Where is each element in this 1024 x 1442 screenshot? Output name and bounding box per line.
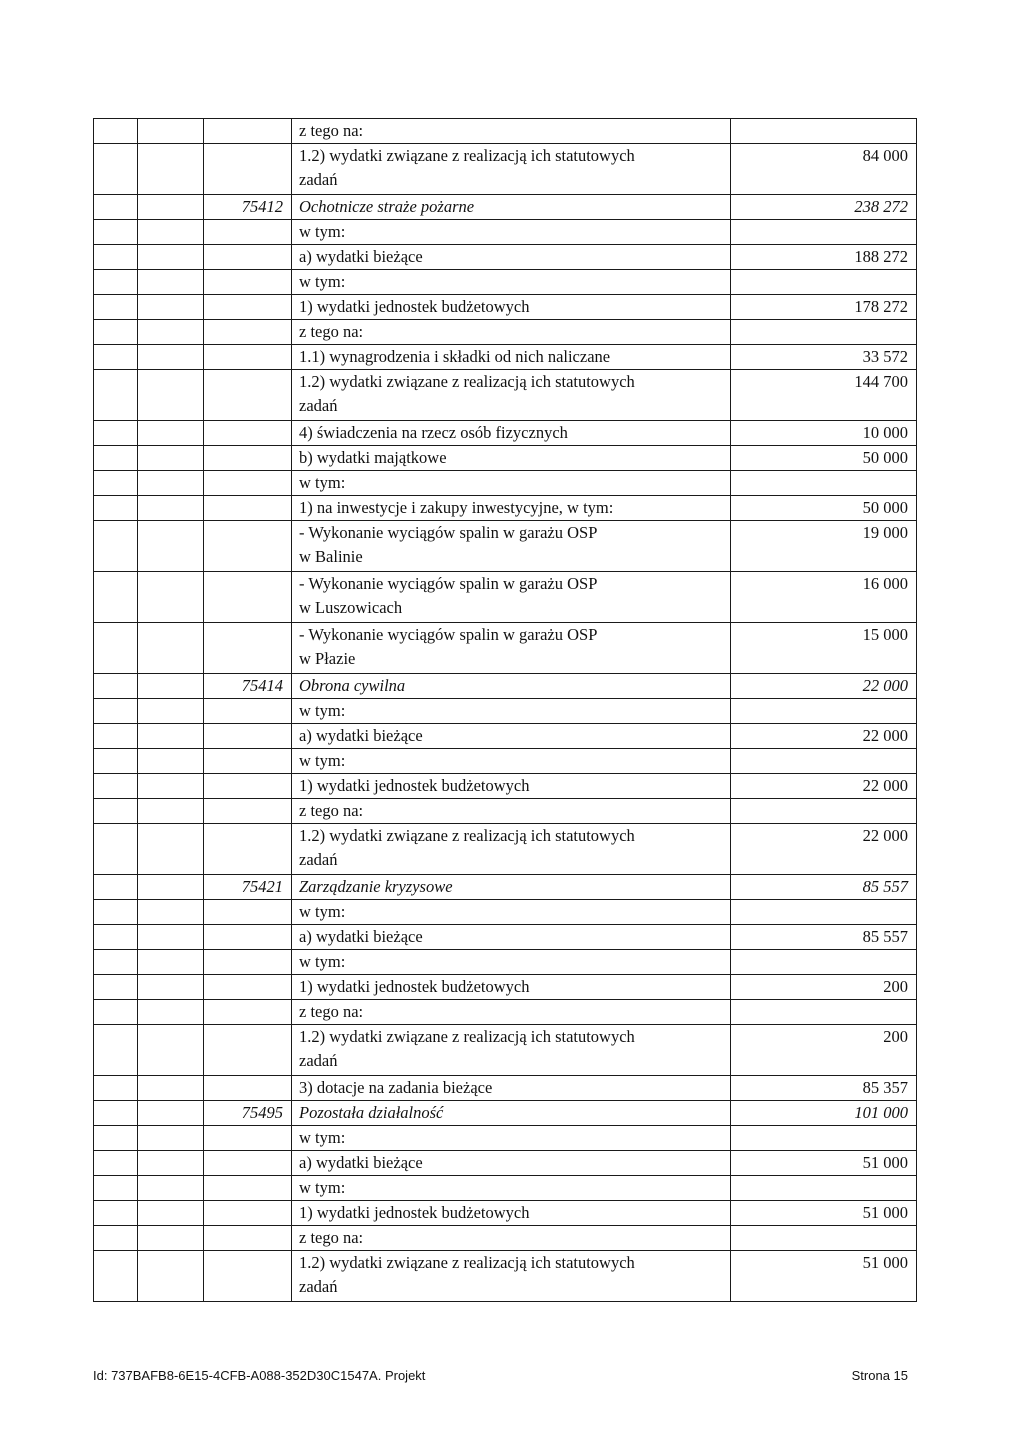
chapter-cell bbox=[94, 1151, 138, 1176]
chapter-cell bbox=[94, 799, 138, 824]
section-code-cell bbox=[204, 1201, 292, 1226]
chapter-cell bbox=[94, 144, 138, 195]
amount-cell: 85 557 bbox=[731, 875, 917, 900]
division-cell bbox=[138, 446, 204, 471]
amount-cell bbox=[731, 799, 917, 824]
section-code-cell bbox=[204, 1176, 292, 1201]
section-code-cell bbox=[204, 220, 292, 245]
table-row bbox=[94, 900, 917, 925]
division-cell bbox=[138, 623, 204, 674]
amount-cell: 19 000 bbox=[731, 521, 917, 572]
description-cell: a) wydatki bieżące bbox=[292, 724, 731, 749]
chapter-cell bbox=[94, 724, 138, 749]
description-cell: - Wykonanie wyciągów spalin w garażu OSP w Balinie bbox=[292, 521, 731, 572]
section-code-cell bbox=[204, 270, 292, 295]
table-row bbox=[94, 295, 917, 320]
chapter-cell bbox=[94, 195, 138, 220]
amount-cell: 51 000 bbox=[731, 1201, 917, 1226]
section-code-cell bbox=[204, 421, 292, 446]
chapter-cell bbox=[94, 1126, 138, 1151]
description-cell: b) wydatki majątkowe bbox=[292, 446, 731, 471]
description-cell: a) wydatki bieżące bbox=[292, 925, 731, 950]
section-code-cell bbox=[204, 724, 292, 749]
chapter-cell bbox=[94, 1201, 138, 1226]
description-cell: 1) na inwestycje i zakupy inwestycyjne, w tym: bbox=[292, 496, 731, 521]
section-code-cell bbox=[204, 699, 292, 724]
amount-cell bbox=[731, 950, 917, 975]
division-cell bbox=[138, 1151, 204, 1176]
table-row bbox=[94, 950, 917, 975]
chapter-cell bbox=[94, 674, 138, 699]
description-cell: Ochotnicze straże pożarne bbox=[292, 195, 731, 220]
section-code-cell bbox=[204, 975, 292, 1000]
chapter-cell bbox=[94, 1226, 138, 1251]
section-code-cell bbox=[204, 799, 292, 824]
table-row bbox=[94, 496, 917, 521]
amount-cell: 10 000 bbox=[731, 421, 917, 446]
division-cell bbox=[138, 1226, 204, 1251]
division-cell bbox=[138, 345, 204, 370]
division-cell bbox=[138, 421, 204, 446]
description-cell: w tym: bbox=[292, 1126, 731, 1151]
description-cell: Zarządzanie kryzysowe bbox=[292, 875, 731, 900]
chapter-cell bbox=[94, 1025, 138, 1076]
chapter-cell bbox=[94, 1000, 138, 1025]
chapter-cell bbox=[94, 320, 138, 345]
amount-cell: 200 bbox=[731, 1025, 917, 1076]
description-cell: w tym: bbox=[292, 749, 731, 774]
chapter-cell bbox=[94, 421, 138, 446]
table-row bbox=[94, 774, 917, 799]
amount-cell bbox=[731, 699, 917, 724]
division-cell bbox=[138, 1025, 204, 1076]
section-code-cell bbox=[204, 1025, 292, 1076]
amount-cell bbox=[731, 1000, 917, 1025]
section-code-cell: 75421 bbox=[204, 875, 292, 900]
amount-cell: 15 000 bbox=[731, 623, 917, 674]
description-cell: 1) wydatki jednostek budżetowych bbox=[292, 975, 731, 1000]
division-cell bbox=[138, 370, 204, 421]
section-code-cell bbox=[204, 370, 292, 421]
description-cell: 1.2) wydatki związane z realizacją ich statutowych zadań bbox=[292, 144, 731, 195]
amount-cell bbox=[731, 119, 917, 144]
amount-cell: 144 700 bbox=[731, 370, 917, 421]
section-code-cell bbox=[204, 144, 292, 195]
division-cell bbox=[138, 320, 204, 345]
amount-cell: 16 000 bbox=[731, 572, 917, 623]
amount-cell: 22 000 bbox=[731, 724, 917, 749]
table-row bbox=[94, 1000, 917, 1025]
chapter-cell bbox=[94, 1176, 138, 1201]
description-cell: 1) wydatki jednostek budżetowych bbox=[292, 1201, 731, 1226]
table-row bbox=[94, 1076, 917, 1101]
amount-cell: 238 272 bbox=[731, 195, 917, 220]
description-cell: w tym: bbox=[292, 471, 731, 496]
section-code-cell bbox=[204, 521, 292, 572]
table-row bbox=[94, 521, 917, 572]
division-cell bbox=[138, 572, 204, 623]
section-row bbox=[94, 195, 917, 220]
division-cell bbox=[138, 724, 204, 749]
description-cell: 1.2) wydatki związane z realizacją ich statutowych zadań bbox=[292, 1025, 731, 1076]
table-row bbox=[94, 623, 917, 674]
amount-cell bbox=[731, 320, 917, 345]
description-cell: - Wykonanie wyciągów spalin w garażu OSP w Luszowicach bbox=[292, 572, 731, 623]
table-row bbox=[94, 1151, 917, 1176]
description-cell: Obrona cywilna bbox=[292, 674, 731, 699]
table-row bbox=[94, 925, 917, 950]
chapter-cell bbox=[94, 370, 138, 421]
section-row bbox=[94, 1101, 917, 1126]
chapter-cell bbox=[94, 220, 138, 245]
chapter-cell bbox=[94, 446, 138, 471]
description-cell: w tym: bbox=[292, 699, 731, 724]
division-cell bbox=[138, 119, 204, 144]
section-code-cell bbox=[204, 295, 292, 320]
amount-cell bbox=[731, 471, 917, 496]
description-cell: 1.2) wydatki związane z realizacją ich statutowych zadań bbox=[292, 824, 731, 875]
division-cell bbox=[138, 1251, 204, 1302]
description-cell: 4) świadczenia na rzecz osób fizycznych bbox=[292, 421, 731, 446]
chapter-cell bbox=[94, 900, 138, 925]
chapter-cell bbox=[94, 1251, 138, 1302]
section-row bbox=[94, 674, 917, 699]
table-row bbox=[94, 370, 917, 421]
chapter-cell bbox=[94, 623, 138, 674]
description-cell: - Wykonanie wyciągów spalin w garażu OSP w Płazie bbox=[292, 623, 731, 674]
table-row bbox=[94, 724, 917, 749]
division-cell bbox=[138, 270, 204, 295]
division-cell bbox=[138, 521, 204, 572]
chapter-cell bbox=[94, 496, 138, 521]
table-row bbox=[94, 749, 917, 774]
section-code-cell bbox=[204, 623, 292, 674]
amount-cell: 200 bbox=[731, 975, 917, 1000]
division-cell bbox=[138, 220, 204, 245]
division-cell bbox=[138, 1076, 204, 1101]
division-cell bbox=[138, 699, 204, 724]
table-row bbox=[94, 345, 917, 370]
division-cell bbox=[138, 496, 204, 521]
section-code-cell bbox=[204, 446, 292, 471]
amount-cell bbox=[731, 270, 917, 295]
chapter-cell bbox=[94, 245, 138, 270]
division-cell bbox=[138, 1126, 204, 1151]
division-cell bbox=[138, 799, 204, 824]
division-cell bbox=[138, 674, 204, 699]
section-code-cell bbox=[204, 119, 292, 144]
section-code-cell bbox=[204, 345, 292, 370]
budget-table-body bbox=[94, 119, 917, 1302]
table-row bbox=[94, 320, 917, 345]
division-cell bbox=[138, 824, 204, 875]
budget-table bbox=[93, 118, 917, 1302]
chapter-cell bbox=[94, 950, 138, 975]
amount-cell bbox=[731, 220, 917, 245]
chapter-cell bbox=[94, 925, 138, 950]
amount-cell bbox=[731, 1126, 917, 1151]
section-code-cell bbox=[204, 774, 292, 799]
chapter-cell bbox=[94, 975, 138, 1000]
amount-cell: 178 272 bbox=[731, 295, 917, 320]
division-cell bbox=[138, 1201, 204, 1226]
chapter-cell bbox=[94, 295, 138, 320]
description-cell: 1.2) wydatki związane z realizacją ich statutowych zadań bbox=[292, 1251, 731, 1302]
section-code-cell bbox=[204, 1226, 292, 1251]
division-cell bbox=[138, 875, 204, 900]
section-code-cell: 75495 bbox=[204, 1101, 292, 1126]
division-cell bbox=[138, 1000, 204, 1025]
description-cell: w tym: bbox=[292, 950, 731, 975]
description-cell: 1) wydatki jednostek budżetowych bbox=[292, 295, 731, 320]
table-row bbox=[94, 572, 917, 623]
description-cell: 1) wydatki jednostek budżetowych bbox=[292, 774, 731, 799]
chapter-cell bbox=[94, 1101, 138, 1126]
page-number: Strona 15 bbox=[851, 1368, 908, 1383]
description-cell: w tym: bbox=[292, 1176, 731, 1201]
amount-cell bbox=[731, 749, 917, 774]
table-row bbox=[94, 270, 917, 295]
section-code-cell bbox=[204, 1076, 292, 1101]
section-code-cell bbox=[204, 471, 292, 496]
description-cell: z tego na: bbox=[292, 1226, 731, 1251]
table-row bbox=[94, 1201, 917, 1226]
division-cell bbox=[138, 925, 204, 950]
division-cell bbox=[138, 1176, 204, 1201]
table-row bbox=[94, 1176, 917, 1201]
table-row bbox=[94, 119, 917, 144]
amount-cell: 188 272 bbox=[731, 245, 917, 270]
description-cell: w tym: bbox=[292, 270, 731, 295]
section-code-cell bbox=[204, 1000, 292, 1025]
amount-cell: 33 572 bbox=[731, 345, 917, 370]
section-code-cell bbox=[204, 572, 292, 623]
table-row bbox=[94, 975, 917, 1000]
chapter-cell bbox=[94, 774, 138, 799]
description-cell: z tego na: bbox=[292, 320, 731, 345]
section-code-cell bbox=[204, 496, 292, 521]
chapter-cell bbox=[94, 572, 138, 623]
section-code-cell bbox=[204, 950, 292, 975]
table-row bbox=[94, 1251, 917, 1302]
division-cell bbox=[138, 975, 204, 1000]
description-cell: w tym: bbox=[292, 900, 731, 925]
section-code-cell: 75414 bbox=[204, 674, 292, 699]
section-code-cell bbox=[204, 1151, 292, 1176]
amount-cell: 50 000 bbox=[731, 446, 917, 471]
division-cell bbox=[138, 1101, 204, 1126]
section-code-cell bbox=[204, 1251, 292, 1302]
amount-cell: 50 000 bbox=[731, 496, 917, 521]
amount-cell: 22 000 bbox=[731, 824, 917, 875]
amount-cell bbox=[731, 900, 917, 925]
description-cell: z tego na: bbox=[292, 119, 731, 144]
amount-cell: 51 000 bbox=[731, 1251, 917, 1302]
division-cell bbox=[138, 749, 204, 774]
division-cell bbox=[138, 144, 204, 195]
table-row bbox=[94, 699, 917, 724]
chapter-cell bbox=[94, 521, 138, 572]
table-row bbox=[94, 1025, 917, 1076]
division-cell bbox=[138, 950, 204, 975]
description-cell: a) wydatki bieżące bbox=[292, 245, 731, 270]
chapter-cell bbox=[94, 345, 138, 370]
table-row bbox=[94, 824, 917, 875]
table-row bbox=[94, 446, 917, 471]
division-cell bbox=[138, 774, 204, 799]
amount-cell bbox=[731, 1176, 917, 1201]
table-row bbox=[94, 245, 917, 270]
chapter-cell bbox=[94, 749, 138, 774]
amount-cell bbox=[731, 1226, 917, 1251]
section-code-cell: 75412 bbox=[204, 195, 292, 220]
description-cell: Pozostała działalność bbox=[292, 1101, 731, 1126]
section-code-cell bbox=[204, 245, 292, 270]
table-row bbox=[94, 799, 917, 824]
amount-cell: 84 000 bbox=[731, 144, 917, 195]
division-cell bbox=[138, 295, 204, 320]
description-cell: w tym: bbox=[292, 220, 731, 245]
description-cell: z tego na: bbox=[292, 1000, 731, 1025]
section-code-cell bbox=[204, 320, 292, 345]
amount-cell: 51 000 bbox=[731, 1151, 917, 1176]
table-row bbox=[94, 1226, 917, 1251]
amount-cell: 22 000 bbox=[731, 674, 917, 699]
section-code-cell bbox=[204, 824, 292, 875]
division-cell bbox=[138, 900, 204, 925]
amount-cell: 85 557 bbox=[731, 925, 917, 950]
section-code-cell bbox=[204, 749, 292, 774]
chapter-cell bbox=[94, 699, 138, 724]
document-id: Id: 737BAFB8-6E15-4CFB-A088-352D30C1547A. Projekt bbox=[93, 1368, 426, 1383]
table-row bbox=[94, 220, 917, 245]
chapter-cell bbox=[94, 119, 138, 144]
table-row bbox=[94, 1126, 917, 1151]
division-cell bbox=[138, 195, 204, 220]
amount-cell: 22 000 bbox=[731, 774, 917, 799]
chapter-cell bbox=[94, 824, 138, 875]
description-cell: z tego na: bbox=[292, 799, 731, 824]
chapter-cell bbox=[94, 471, 138, 496]
section-code-cell bbox=[204, 1126, 292, 1151]
table-row bbox=[94, 144, 917, 195]
division-cell bbox=[138, 471, 204, 496]
chapter-cell bbox=[94, 875, 138, 900]
table-row bbox=[94, 421, 917, 446]
table-row bbox=[94, 471, 917, 496]
chapter-cell bbox=[94, 270, 138, 295]
description-cell: 1.1) wynagrodzenia i składki od nich naliczane bbox=[292, 345, 731, 370]
chapter-cell bbox=[94, 1076, 138, 1101]
section-code-cell bbox=[204, 900, 292, 925]
description-cell: 3) dotacje na zadania bieżące bbox=[292, 1076, 731, 1101]
division-cell bbox=[138, 245, 204, 270]
description-cell: a) wydatki bieżące bbox=[292, 1151, 731, 1176]
amount-cell: 101 000 bbox=[731, 1101, 917, 1126]
section-code-cell bbox=[204, 925, 292, 950]
section-row bbox=[94, 875, 917, 900]
description-cell: 1.2) wydatki związane z realizacją ich statutowych zadań bbox=[292, 370, 731, 421]
amount-cell: 85 357 bbox=[731, 1076, 917, 1101]
